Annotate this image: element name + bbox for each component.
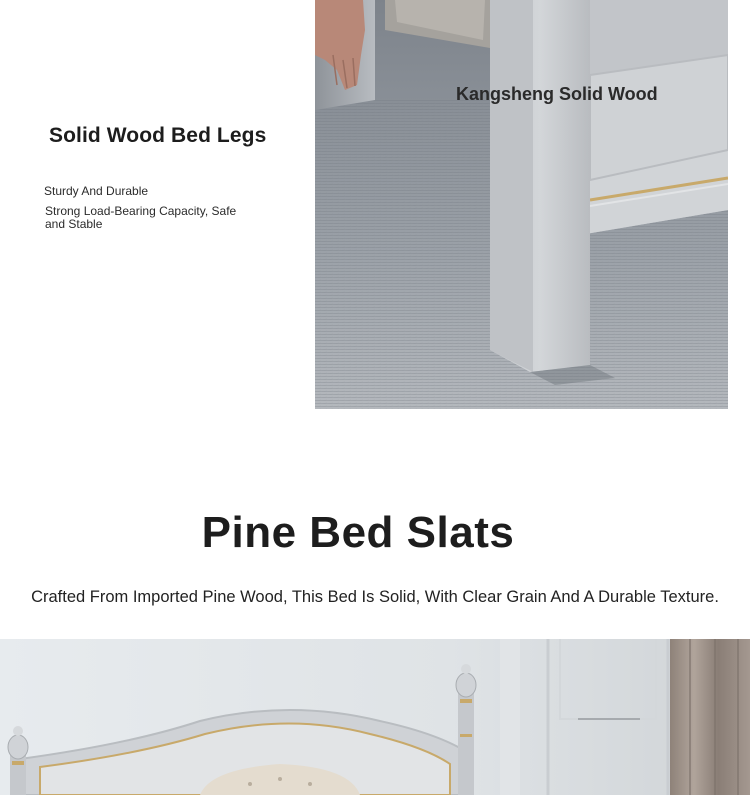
- bed-leg-illustration: [315, 0, 728, 409]
- bed-legs-description: Strong Load-Bearing Capacity, Safe and Stable: [45, 204, 237, 231]
- pine-slats-title: Pine Bed Slats: [201, 508, 515, 557]
- bedroom-illustration: [0, 639, 750, 795]
- pine-slats-description: Crafted From Imported Pine Wood, This Bed Is Solid, With Clear Grain And A Durable Texture.: [31, 588, 719, 606]
- bedroom-photo: [0, 639, 750, 795]
- bed-leg-photo-caption: Kangsheng Solid Wood: [456, 84, 658, 104]
- bed-legs-subtitle: Sturdy And Durable: [44, 184, 149, 198]
- bed-leg-photo: [315, 0, 728, 409]
- bed-legs-title: Solid Wood Bed Legs: [49, 124, 267, 147]
